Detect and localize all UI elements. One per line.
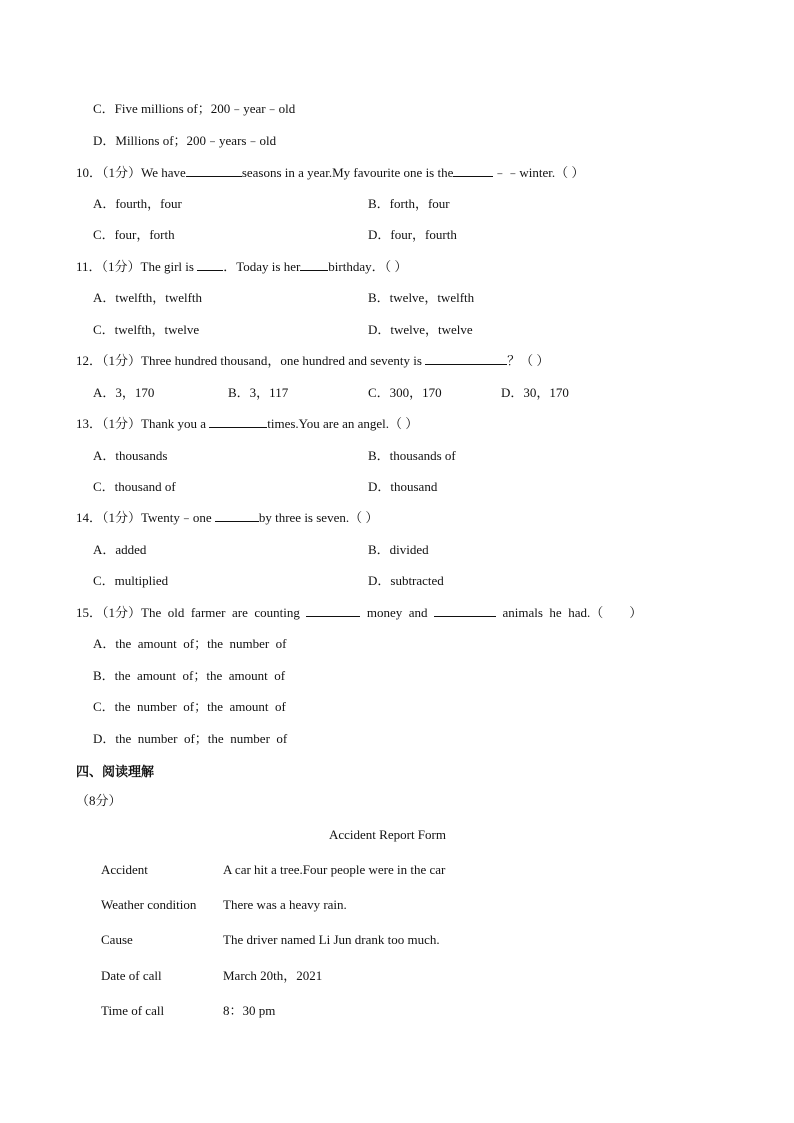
q12-option-a: A．3，170 — [93, 385, 155, 400]
q14-text-1: Twenty﹣one — [141, 510, 212, 525]
q10-blank-2 — [453, 164, 493, 177]
q10-stem — [76, 164, 584, 182]
q14-option-c: C．multiplied — [93, 573, 169, 588]
form-title: Accident Report Form — [329, 827, 446, 842]
q13-option-d: D．thousand — [368, 479, 438, 494]
q13-option-c: C．thousand of — [93, 479, 176, 494]
q11-option-b: B．twelve，twelfth — [368, 290, 475, 305]
q14-option-a: A．added — [93, 542, 147, 557]
q12-text-2: ？（ ） — [507, 353, 550, 368]
q11-option-a: A．twelfth，twelfth — [93, 290, 203, 305]
section-title: 四、阅读理解 — [76, 765, 155, 780]
q15-number: 15．（1分） — [76, 605, 142, 620]
form-row-accident-label: Accident — [101, 862, 148, 877]
q10-option-c: C．four，forth — [93, 227, 175, 242]
q14-number: 14．（1分） — [76, 510, 142, 525]
q10-blank-1 — [186, 164, 242, 177]
q9-option-d: D．Millions of；200﹣years﹣old — [93, 133, 277, 148]
q13-text-1: Thank you a — [141, 416, 206, 431]
q13-stem — [76, 415, 418, 433]
q11-text-3: birthday．（ ） — [328, 259, 408, 274]
q12-text-1: Three hundred thousand，one hundred and seventy is — [141, 353, 422, 368]
q10-option-b: B．forth，four — [368, 196, 450, 211]
q13-number: 13．（1分） — [76, 416, 142, 431]
q14-text-2: by three is seven.（ ） — [258, 510, 379, 525]
form-row-accident-value: A car hit a tree.Four people were in the car — [223, 862, 446, 877]
form-row-weather-label: Weather condition — [101, 897, 197, 912]
q10-number: 10．（1分） — [76, 165, 142, 180]
q11-stem — [76, 258, 407, 276]
q12-option-c: C．300，170 — [368, 385, 442, 400]
form-row-date-label: Date of call — [101, 968, 162, 983]
q10-text-2: seasons in a year.My favourite one is the — [241, 165, 454, 180]
q15-blank-2 — [434, 604, 496, 617]
q14-stem — [76, 509, 378, 527]
section-score: （8分） — [76, 793, 122, 808]
q15-text-2: money and — [366, 605, 428, 620]
q14-option-d: D．subtracted — [368, 573, 444, 588]
form-row-time-label: Time of call — [101, 1003, 165, 1018]
form-row-time-value: 8：30 pm — [223, 1003, 276, 1018]
q15-option-c: C．the number of；the amount of — [93, 699, 286, 714]
q10-text-3: ﹣﹣winter.（ ） — [493, 165, 585, 180]
q15-text-3: animals he had.（ ） — [502, 605, 643, 620]
q11-text-2: ．Today is her — [223, 259, 301, 274]
q12-stem — [76, 352, 549, 370]
q15-text-1: The old farmer are counting — [141, 605, 300, 620]
q15-option-b: B．the amount of；the amount of — [93, 668, 286, 683]
q11-blank-2 — [300, 258, 328, 271]
q15-option-d: D．the number of；the number of — [93, 731, 288, 746]
q15-blank-1 — [306, 604, 360, 617]
q11-text-1: The girl is — [140, 259, 194, 274]
form-row-weather-value: There was a heavy rain. — [223, 897, 347, 912]
form-row-cause-label: Cause — [101, 932, 133, 947]
q11-number: 11．（1分） — [76, 259, 141, 274]
q13-text-2: times.You are an angel.（ ） — [267, 416, 419, 431]
q9-option-c: C．Five millions of；200﹣year﹣old — [93, 101, 296, 116]
q11-option-d: D．twelve，twelve — [368, 322, 473, 337]
q12-number: 12．（1分） — [76, 353, 142, 368]
q14-option-b: B．divided — [368, 542, 429, 557]
q12-option-b: B．3，117 — [228, 385, 289, 400]
q12-option-d: D．30，170 — [501, 385, 569, 400]
q11-blank-1 — [197, 258, 223, 271]
q13-option-a: A．thousands — [93, 448, 168, 463]
q12-blank-1 — [425, 352, 507, 365]
q14-blank-1 — [215, 509, 259, 522]
q10-option-a: A．fourth，four — [93, 196, 182, 211]
form-row-cause-value: The driver named Li Jun drank too much. — [223, 932, 440, 947]
q10-text-1: We have — [141, 165, 186, 180]
q13-option-b: B．thousands of — [368, 448, 456, 463]
q15-stem — [76, 604, 642, 622]
q13-blank-1 — [209, 415, 267, 428]
form-row-date-value: March 20th，2021 — [223, 968, 323, 983]
q15-option-a: A．the amount of；the number of — [93, 636, 287, 651]
q10-option-d: D．four，fourth — [368, 227, 457, 242]
q11-option-c: C．twelfth，twelve — [93, 322, 200, 337]
